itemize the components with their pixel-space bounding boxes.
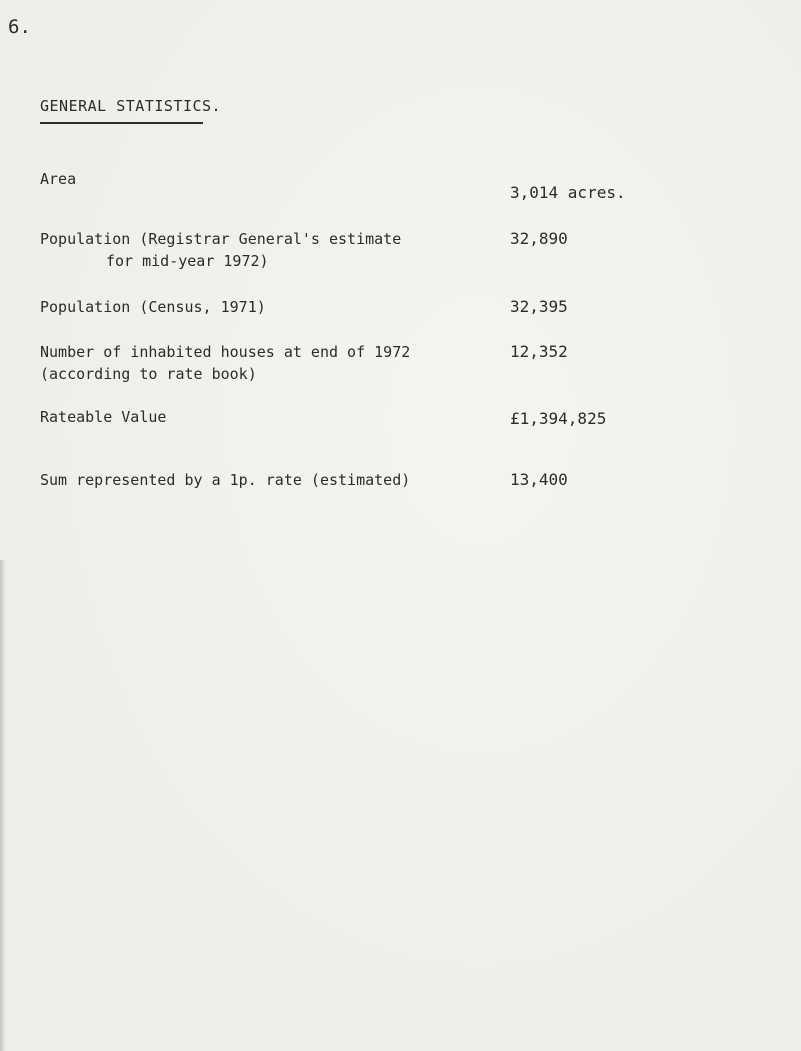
stat-label-population-census: Population (Census, 1971)	[40, 298, 266, 316]
stat-value-rateable-value: £1,394,825	[510, 409, 607, 428]
stat-value-area: 3,014 acres.	[510, 183, 626, 202]
stat-label-population-estimate	[40, 228, 401, 272]
stat-label-population-estimate-line1: Population (Registrar General's estimate	[40, 230, 402, 248]
page-number: 6.	[8, 16, 31, 38]
stat-label-area: Area	[40, 170, 77, 188]
stat-label-inhabited-houses-line1: Number of inhabited houses at end of 1972	[40, 343, 411, 361]
page-edge-shadow	[0, 560, 6, 1051]
stat-label-population-estimate-line2: for mid-year 1972)	[106, 252, 269, 270]
stat-label-rateable-value: Rateable Value	[40, 408, 167, 426]
title-underline	[40, 122, 203, 124]
stat-label-inhabited-houses-line2: (according to rate book)	[40, 365, 257, 383]
section-title: GENERAL STATISTICS.	[40, 97, 222, 115]
stat-label-penny-rate: Sum represented by a 1p. rate (estimated)	[40, 471, 411, 489]
stat-label-inhabited-houses	[40, 341, 410, 385]
stat-value-penny-rate: 13,400	[510, 470, 568, 489]
stat-value-inhabited-houses: 12,352	[510, 342, 568, 361]
stat-value-population-census: 32,395	[510, 297, 568, 316]
stat-value-population-estimate: 32,890	[510, 229, 568, 248]
